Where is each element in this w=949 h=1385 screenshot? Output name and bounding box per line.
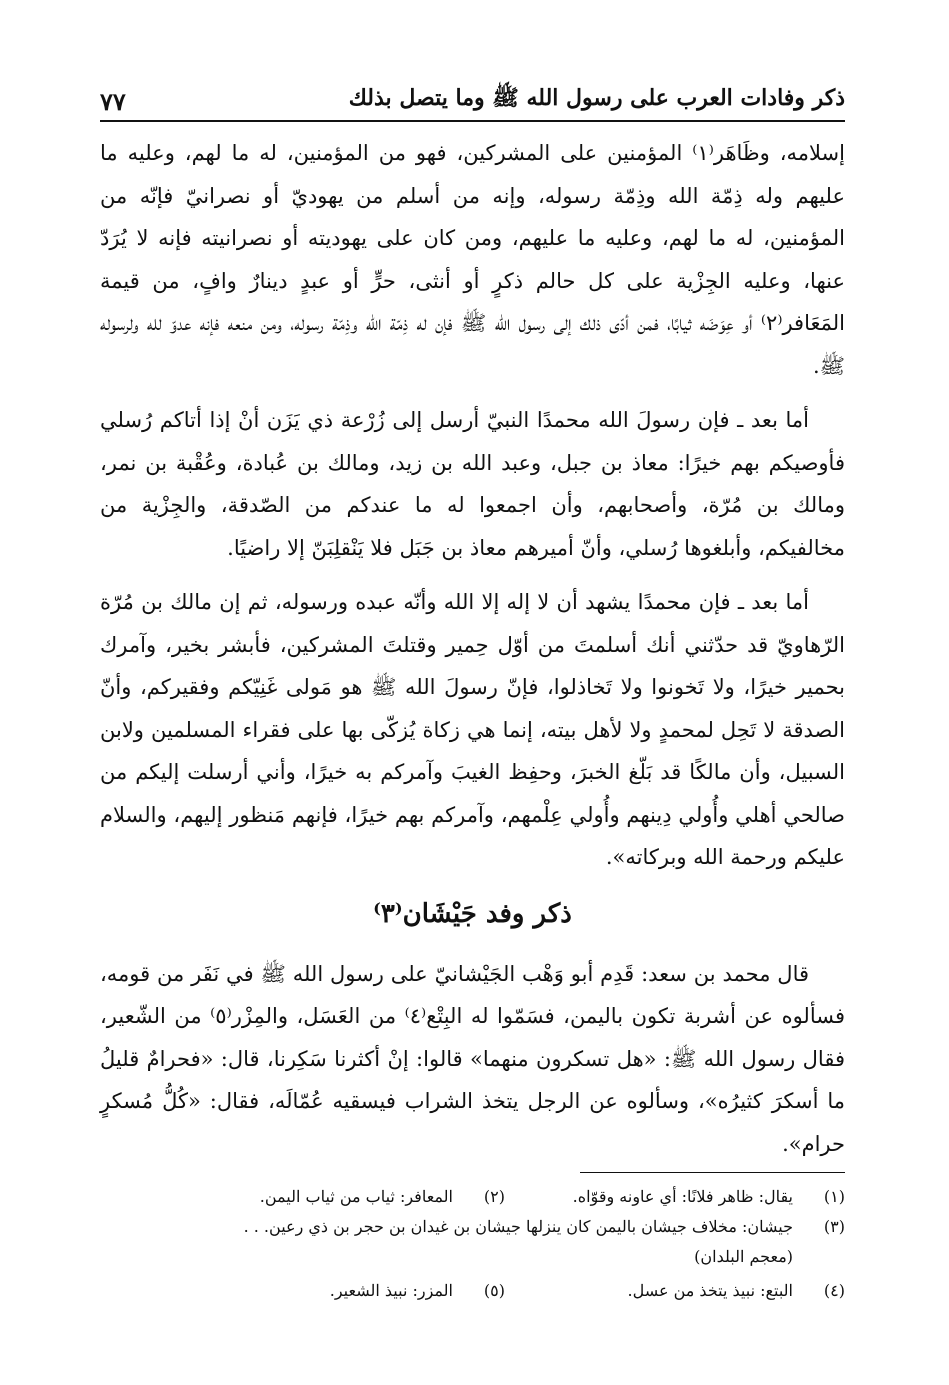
footnote-number: (٣) <box>823 1217 845 1236</box>
paragraph-2: أما بعد ـ فإن رسولَ الله محمدًا النبيّ أرسل إلى زُرْعة ذي يَزَن أنْ إذا أتاكم رُسلي فأوصيكم بهم خيرًا: معاذ بن جبل، وعبد الله بن زيد، ومالك بن عُبادة، وعُقْبة بن نمر، ومالك بن مُرّة، وأصحابهم، وأن اجمعوا له ما عندكم من الصّدقة، والجِزْية من مخالفيكم، وأبلغوها رُسلي، وأنّ أميرهم معاذ بن جَبَل فلا يَنْقلِبَنّ إلا راضيًا. <box>100 408 845 560</box>
header-rule <box>100 120 845 122</box>
paragraph-1: إسلامه، وظَاهَر⁽١⁾ المؤمنين على المشركين، فهو من المؤمنين، له ما لهم، وعليه ما عليهم وله ذِمّة الله وذِمّة رسوله، وإنه من أسلم من يهوديّ أو نصرانيّ فإنّه من المؤمنين، له ما لهم، وعليه ما عليهم، ومن كان على يهوديته أو نصرانيته فإنه لا يُرَدّ عنها، وعليه الجِزْية على كل حالم ذكرٍ أو أنثى، حرٍّ أو عبدٍ دينارٌ وافٍ، من قيمة المَعَافر⁽٢⁾ أو عِوَضَه ثيابًا، فمن أدّى ذلك إلى رسول الله ﷺ فإن له ذِمّة الله وذِمّة رسوله، ومن منعه فإنه عدوّ لله ولرسوله ﷺ. <box>100 141 845 378</box>
footnote-text: البتع: نبيذ يتخذ من عسل. <box>627 1281 793 1300</box>
footnote-text: يقال: ظاهر فلانًا: أي عاونه وقوّاه. <box>572 1187 793 1206</box>
footnote-number: (٥) <box>483 1281 505 1300</box>
footnote-row <box>100 1276 845 1306</box>
running-title: ذكر وفادات العرب على رسول الله ﷺ وما يتصل بذلك <box>348 85 845 111</box>
paragraph-3: أما بعد ـ فإن محمدًا يشهد أن لا إله إلا الله وأنّه عبده ورسوله، ثم إن مالك بن مُرّة الرّهاويّ قد حدّثني أنك أسلمتَ من أوّل حِمير وقتلتَ المشركين، فأبشر بخير، وآمرك بحمير خيرًا، ولا تَخونوا ولا تَخاذلوا، فإنّ رسولَ الله ﷺ هو مَولى غَنِيّكم وفقيركم، وأنّ الصدقة لا تَحِل لمحمدٍ ولا لأهل بيته، إنما هي زكاة يُزكّى بها على فقراء المسلمين ولابن السبيل، وأن مالكًا قد بَلّغ الخبرَ، وحفِظ الغيبَ وآمركم به خيرًا، وأني أرسلت إليكم من صالحي أهلي وأُولي دِينهم وأُولي عِلْمهم، وآمركم بهم خيرًا، فإنهم مَنظور إليهم، والسلام عليكم ورحمة الله وبركاته». <box>100 590 845 869</box>
footnote-text: جيشان: مخلاف جيشان باليمن كان ينزلها جيشان بن غيدان بن حجر بن ذي رعين. . . <box>243 1217 793 1236</box>
footnote-rule <box>580 1172 845 1173</box>
footnote-2 <box>165 1182 505 1212</box>
footnote-number: (٢) <box>483 1187 505 1206</box>
footnote-number: (١) <box>823 1187 845 1206</box>
footnote-3-source: (معجم البلدان) <box>694 1247 793 1266</box>
footnote-1 <box>505 1182 845 1212</box>
footnote-text: المزر: نبيذ الشعير. <box>329 1281 453 1300</box>
footnote-row <box>100 1182 845 1212</box>
paragraph-4: قال محمد بن سعد: قَدِم أبو وَهْب الجَيْشانيّ على رسول الله ﷺ في نَفَر من قومه، فسألوه عن أشربة تكون باليمن، فسَمّوا له البِتْع⁽٤⁾ من العَسَل، والمِزْر⁽٥⁾ من الشّعير، فقال رسول الله ﷺ: «هل تسكرون منهما» قالوا: إنْ أكثرنا سَكِرنا، قال: «فحرامٌ قليلُ ما أسكرَ كثيرُه»، وسألوه عن الرجل يتخذ الشراب فيسقيه عُمّالَه، فقال: «كُلُّ مُسكرٍ حرام». <box>100 961 845 1156</box>
page-header <box>100 76 845 116</box>
footnote-3 <box>100 1212 845 1242</box>
page-number: ٧٧ <box>100 87 126 116</box>
section-heading: ذكر وفد جَيْشَان⁽٣⁾ <box>373 898 572 929</box>
main-text <box>100 132 845 1165</box>
footnote-text: المعافر: ثياب من ثياب اليمن. <box>259 1187 453 1206</box>
footnote-number: (٤) <box>823 1281 845 1300</box>
footnotes <box>100 1182 845 1306</box>
footnote-5 <box>165 1276 505 1306</box>
footnote-4 <box>505 1276 845 1306</box>
